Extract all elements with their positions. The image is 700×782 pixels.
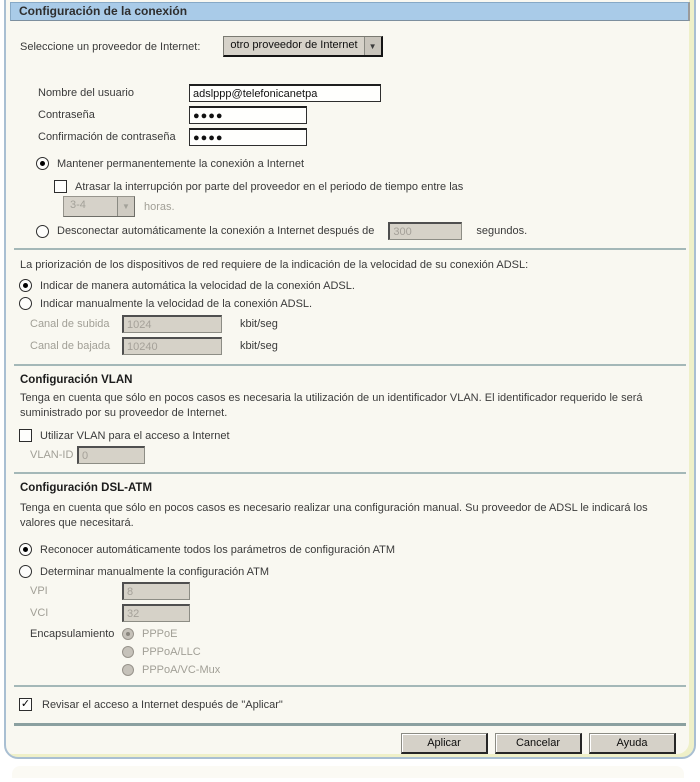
keep-connection-radio[interactable] [36,157,49,170]
connection-settings-panel [4,0,696,759]
provider-select[interactable] [223,36,382,57]
provider-select-value: otro proveedor de Internet [230,39,358,51]
delay-disconnect-label: Atrasar la interrupción por parte del proveedor en el periodo de tiempo entre las [75,180,464,193]
separator [14,364,686,366]
verify-access-label: Revisar el acceso a Internet después de "Aplicar" [42,698,283,711]
atm-note: Tenga en cuenta que sólo en pocos casos es necesario realizar una configuración manual. Su proveedor de ADSL le indicará los valores que necesitará. [20,502,648,529]
idle-seconds-field [388,222,462,240]
delay-hours-suffix: horas. [144,200,175,213]
adsl-manual-speed-radio[interactable] [19,297,32,310]
username-label: Nombre del usuario [38,87,134,99]
separator [14,723,686,726]
encap-pppoa-llc-label: PPPoA/LLC [142,646,201,658]
atm-auto-label: Reconocer automáticamente todos los parámetros de configuración ATM [40,543,396,556]
separator [14,248,686,250]
atm-manual-radio[interactable] [19,565,32,578]
chevron-down-icon[interactable]: ▼ [364,37,381,55]
verify-access-checkbox[interactable]: ✓ [20,698,31,710]
password-label: Contraseña [38,109,95,121]
encap-pppoa-vcmux-radio [122,664,134,676]
delay-hours-value: 3-4 [70,199,86,211]
confirm-password-label: Confirmación de contraseña [38,131,176,143]
vci-field [122,604,190,622]
delay-hours-select [63,196,135,217]
vci-label: VCI [30,607,49,619]
username-field[interactable] [189,84,381,102]
adsl-auto-speed-label: Indicar de manera automática la velocidad de la conexión ADSL. [40,279,355,292]
vlan-id-label: VLAN-ID [30,449,74,461]
upstream-label: Canal de subida [30,318,110,330]
vpi-field [122,582,190,600]
confirm-password-field[interactable] [189,128,307,146]
vpi-label: VPI [30,585,48,597]
downstream-unit: kbit/seg [240,340,278,352]
help-button[interactable]: Ayuda [589,733,676,754]
panel-footer [12,766,684,778]
chevron-down-icon: ▼ [117,197,134,216]
keep-connection-label: Mantener permanentemente la conexión a Internet [57,157,305,170]
vlan-id-field [77,446,145,464]
upstream-field [122,315,222,333]
page-title: Configuración de la conexión [10,2,690,21]
atm-section-title: Configuración DSL-ATM [20,482,153,494]
adsl-auto-speed-radio[interactable] [19,279,32,292]
use-vlan-checkbox[interactable] [19,429,32,442]
idle-seconds-suffix: segundos. [476,225,528,237]
encap-pppoe-radio [122,628,134,640]
auto-disconnect-label: Desconectar automáticamente la conexión a Internet después de [57,225,375,237]
separator [14,685,686,687]
separator [14,472,686,474]
downstream-field [122,337,222,355]
upstream-unit: kbit/seg [240,318,278,330]
vlan-note: Tenga en cuenta que sólo en pocos casos es necesaria la utilización de un identificador VLAN. El identificador requerido le será suministrado por su proveedor de Internet. [20,392,643,419]
auto-disconnect-radio[interactable] [36,225,49,238]
provider-label: Seleccione un proveedor de Internet: [20,40,201,53]
adsl-manual-speed-label: Indicar manualmente la velocidad de la conexión ADSL. [40,297,313,310]
encap-pppoa-vcmux-label: PPPoA/VC-Mux [142,664,221,676]
vlan-section-title: Configuración VLAN [20,374,133,386]
delay-disconnect-checkbox[interactable] [54,180,67,193]
encap-pppoa-llc-radio [122,646,134,658]
atm-auto-radio[interactable] [19,543,32,556]
adsl-speed-intro: La priorización de los dispositivos de red requiere de la indicación de la velocidad de su conexión ADSL: [20,259,529,271]
password-field[interactable] [189,106,307,124]
apply-button[interactable]: Aplicar [401,733,488,754]
encapsulation-label: Encapsulamiento [30,628,115,640]
cancel-button[interactable]: Cancelar [495,733,582,754]
downstream-label: Canal de bajada [30,340,111,352]
atm-manual-label: Determinar manualmente la configuración ATM [40,565,270,578]
use-vlan-label: Utilizar VLAN para el acceso a Internet [40,429,230,442]
encap-pppoe-label: PPPoE [142,628,178,640]
